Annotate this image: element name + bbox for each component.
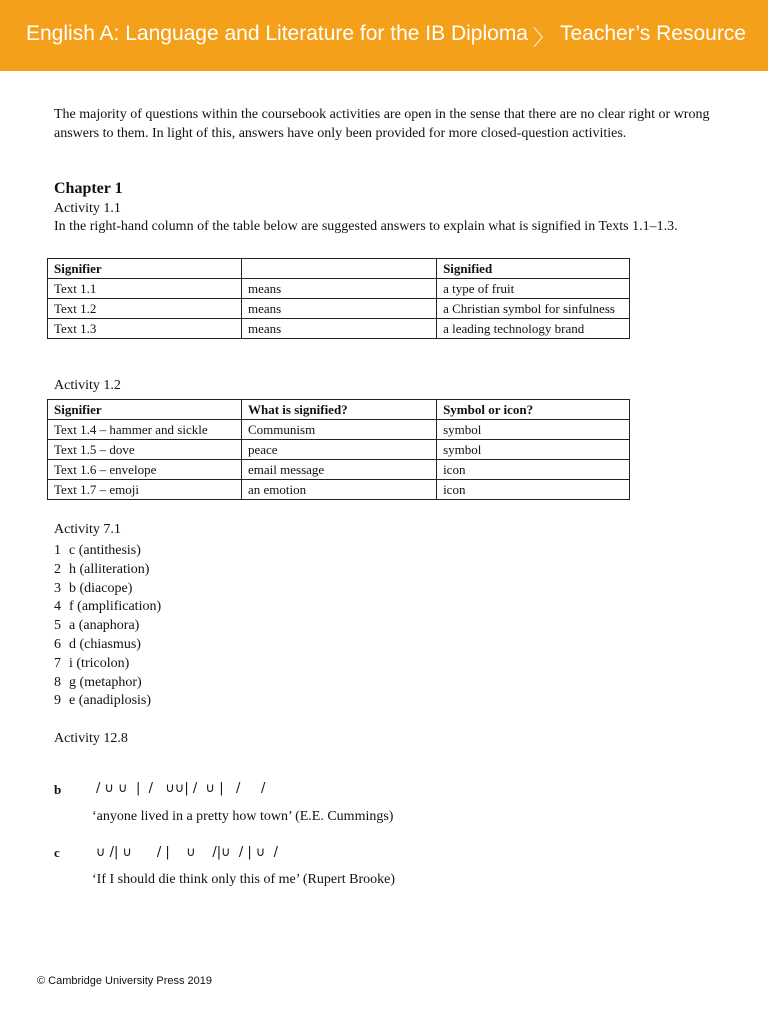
list-text: i (tricolon) (69, 655, 130, 671)
table-cell: means (242, 279, 437, 299)
column-header: What is signified? (242, 400, 437, 420)
table-header-row (48, 259, 630, 279)
table-row (48, 420, 630, 440)
table-row (48, 299, 630, 319)
item-b-quote: ‘anyone lived in a pretty how town’ (E.E. Cummings) (92, 809, 394, 824)
activity-7-1-heading: Activity 7.1 (54, 522, 121, 537)
intro-paragraph: The majority of questions within the coursebook activities are open in the sense that there are no clear right or wrong answers to them. In light of this, answers have only been provided for more closed-question activities. (54, 107, 710, 141)
list-number: 7 (54, 655, 61, 671)
list-item (54, 580, 161, 599)
activity-7-1-list (54, 542, 161, 711)
list-number: 9 (54, 693, 61, 709)
column-header: Signifier (48, 400, 242, 420)
table-cell: an emotion (242, 480, 437, 500)
activity-1-1-heading: Activity 1.1 (54, 201, 121, 216)
table-cell: a type of fruit (437, 279, 630, 299)
table-cell: Text 1.7 – emoji (48, 480, 242, 500)
list-item (54, 542, 161, 561)
list-text: d (chiasmus) (69, 636, 141, 652)
table-cell: Text 1.1 (48, 279, 242, 299)
table-row (48, 460, 630, 480)
table-cell: a Christian symbol for sinfulness (437, 299, 630, 319)
table-row (48, 440, 630, 460)
column-header (242, 259, 437, 279)
table-cell: means (242, 299, 437, 319)
list-item (54, 561, 161, 580)
table-cell: Text 1.4 – hammer and sickle (48, 420, 242, 440)
table-cell: peace (242, 440, 437, 460)
column-header: Symbol or icon? (437, 400, 630, 420)
table-cell: symbol (437, 420, 630, 440)
list-number: 1 (54, 543, 61, 558)
list-number: 8 (54, 674, 61, 690)
table-header-row (48, 400, 630, 420)
activity-1-1-table (47, 258, 630, 339)
table-cell: Text 1.6 – envelope (48, 460, 242, 480)
header-section: Teacher’s Resource (560, 22, 746, 45)
chevron-right-icon: 〉 (533, 27, 554, 50)
list-number: 4 (54, 599, 61, 615)
list-text: e (anadiplosis) (69, 693, 152, 709)
list-text: g (metaphor) (69, 674, 142, 690)
table-cell: icon (437, 480, 630, 500)
list-item (54, 636, 161, 655)
list-text: f (amplification) (69, 599, 162, 615)
list-number: 5 (54, 618, 61, 634)
list-item (54, 674, 161, 693)
table-cell: means (242, 319, 437, 339)
list-item (54, 598, 161, 617)
list-item (54, 617, 161, 636)
header-title: English A: Language and Literature for the IB Diploma (26, 22, 528, 45)
list-text: h (alliteration) (69, 561, 150, 577)
table-cell: Text 1.3 (48, 319, 242, 339)
page-header (0, 0, 768, 71)
list-number: 6 (54, 636, 61, 652)
item-c-label: c (54, 845, 60, 860)
list-text: c (antithesis) (69, 543, 141, 558)
list-text: a (anaphora) (69, 618, 140, 634)
table-cell: icon (437, 460, 630, 480)
table-cell: symbol (437, 440, 630, 460)
list-item (54, 655, 161, 674)
column-header: Signified (437, 259, 630, 279)
item-c-scansion: ∪ /| ∪ / | ∪ /|∪ / | ∪ / (96, 845, 279, 860)
table-row (48, 319, 630, 339)
list-number: 2 (54, 561, 61, 577)
list-text: b (diacope) (69, 580, 133, 596)
item-c-quote: ‘If I should die think only this of me’ (Rupert Brooke) (92, 872, 396, 887)
table-cell: Text 1.5 – dove (48, 440, 242, 460)
list-number: 3 (54, 580, 61, 596)
item-b-label: b (54, 782, 62, 797)
item-b-scansion: / ∪ ∪ | / ∪∪| / ∪ | / / (96, 781, 266, 796)
table-row (48, 279, 630, 299)
chapter-heading: Chapter 1 (54, 180, 123, 197)
table-cell: email message (242, 460, 437, 480)
activity-1-2-table (47, 399, 630, 500)
table-cell: a leading technology brand (437, 319, 630, 339)
table-row (48, 480, 630, 500)
activity-12-8-heading: Activity 12.8 (54, 731, 128, 746)
activity-1-2-heading: Activity 1.2 (54, 378, 121, 393)
activity-1-1-description: In the right-hand column of the table below are suggested answers to explain what is signified in Texts 1.1–1.3. (54, 219, 678, 234)
table-cell: Communism (242, 420, 437, 440)
table-cell: Text 1.2 (48, 299, 242, 319)
list-item (54, 692, 161, 711)
column-header: Signifier (48, 259, 242, 279)
copyright-footer: © Cambridge University Press 2019 (37, 975, 213, 987)
